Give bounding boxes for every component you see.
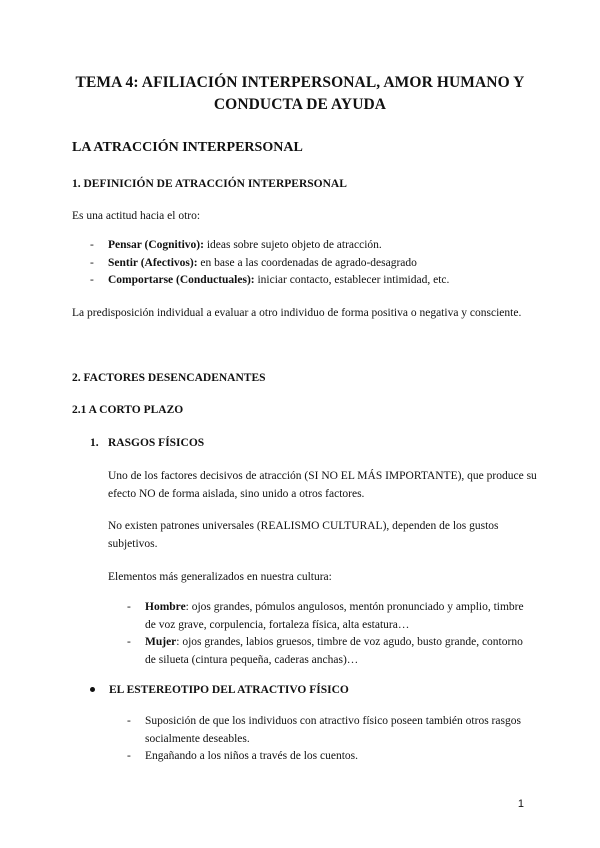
stereotype-list	[127, 713, 535, 766]
definition-paragraph: La predisposición individual a evaluar a otro individuo de forma positiva o negativa y consciente.	[72, 307, 522, 319]
list-item	[127, 634, 535, 669]
list-item	[90, 255, 538, 273]
dash-marker: -	[90, 274, 94, 286]
definition-list	[90, 237, 538, 290]
list-item-term: Hombre	[145, 601, 186, 613]
list-item	[127, 599, 535, 634]
bullet-heading-label: EL ESTEREOTIPO DEL ATRACTIVO FÍSICO	[109, 684, 349, 696]
list-item-term: Pensar (Cognitivo):	[108, 239, 204, 251]
list-item-text: : ojos grandes, pómulos angulosos, mentón pronunciado y amplio, timbre de voz grave, corpulencia, fortaleza física, alta estatura…	[145, 601, 524, 631]
numbered-marker: 1.	[90, 437, 99, 449]
dash-marker: -	[127, 715, 131, 727]
list-item	[127, 713, 535, 748]
physical-traits-paragraph-2: No existen patrones universales (REALISMO CULTURAL), dependen de los gustos subjetivos.	[108, 520, 499, 550]
section-heading: LA ATRACCIÓN INTERPERSONAL	[72, 140, 303, 155]
subsection-heading-definition: 1. DEFINICIÓN DE ATRACCIÓN INTERPERSONAL	[72, 178, 347, 190]
bullet-heading	[90, 684, 349, 696]
subsection-heading-factors: 2. FACTORES DESENCADENANTES	[72, 372, 266, 384]
list-item-term: Comportarse (Conductuales):	[108, 274, 255, 286]
numbered-heading-physical-traits: RASGOS FÍSICOS	[108, 437, 205, 449]
dash-marker: -	[127, 750, 131, 762]
list-item-text: en base a las coordenadas de agrado-desagrado	[197, 256, 417, 269]
physical-traits-paragraph-3: Elementos más generalizados en nuestra cultura:	[108, 571, 332, 583]
physical-traits-list	[127, 599, 535, 669]
definition-intro: Es una actitud hacia el otro:	[72, 210, 201, 222]
dash-marker: -	[127, 636, 131, 648]
list-item	[127, 748, 535, 766]
physical-traits-paragraph-1: Uno de los factores decisivos de atracción (SI NO EL MÁS IMPORTANTE), que produce su efecto NO de forma aislada, sino unido a otros factores.	[108, 470, 537, 500]
list-item-term: Sentir (Afectivos):	[108, 256, 198, 269]
list-item-text: iniciar contacto, establecer intimidad, etc.	[254, 274, 450, 286]
title-line-1: TEMA 4: AFILIACIÓN INTERPERSONAL, AMOR HUMANO Y	[75, 74, 525, 91]
list-item-text: : ojos grandes, labios gruesos, timbre de voz agudo, busto grande, contorno de silueta (cintura pequeña, caderas anchas)…	[145, 636, 523, 666]
list-item-text: Suposición de que los individuos con atractivo físico poseen también otros rasgos socialmente deseables.	[145, 715, 521, 745]
list-item-text: Engañando a los niños a través de los cuentos.	[145, 750, 359, 762]
bullet-icon	[90, 687, 95, 692]
list-item-term: Mujer	[145, 636, 177, 648]
dash-marker: -	[90, 239, 94, 251]
page-number: 1	[517, 798, 524, 810]
dash-marker: -	[90, 256, 94, 269]
document-title	[60, 72, 540, 116]
list-item-text: ideas sobre sujeto objeto de atracción.	[203, 239, 382, 251]
list-item	[90, 237, 538, 255]
title-line-2: CONDUCTA DE AYUDA	[213, 96, 387, 113]
list-item	[90, 272, 538, 290]
subsection-heading-short-term: 2.1 A CORTO PLAZO	[72, 404, 184, 416]
dash-marker: -	[127, 601, 131, 613]
